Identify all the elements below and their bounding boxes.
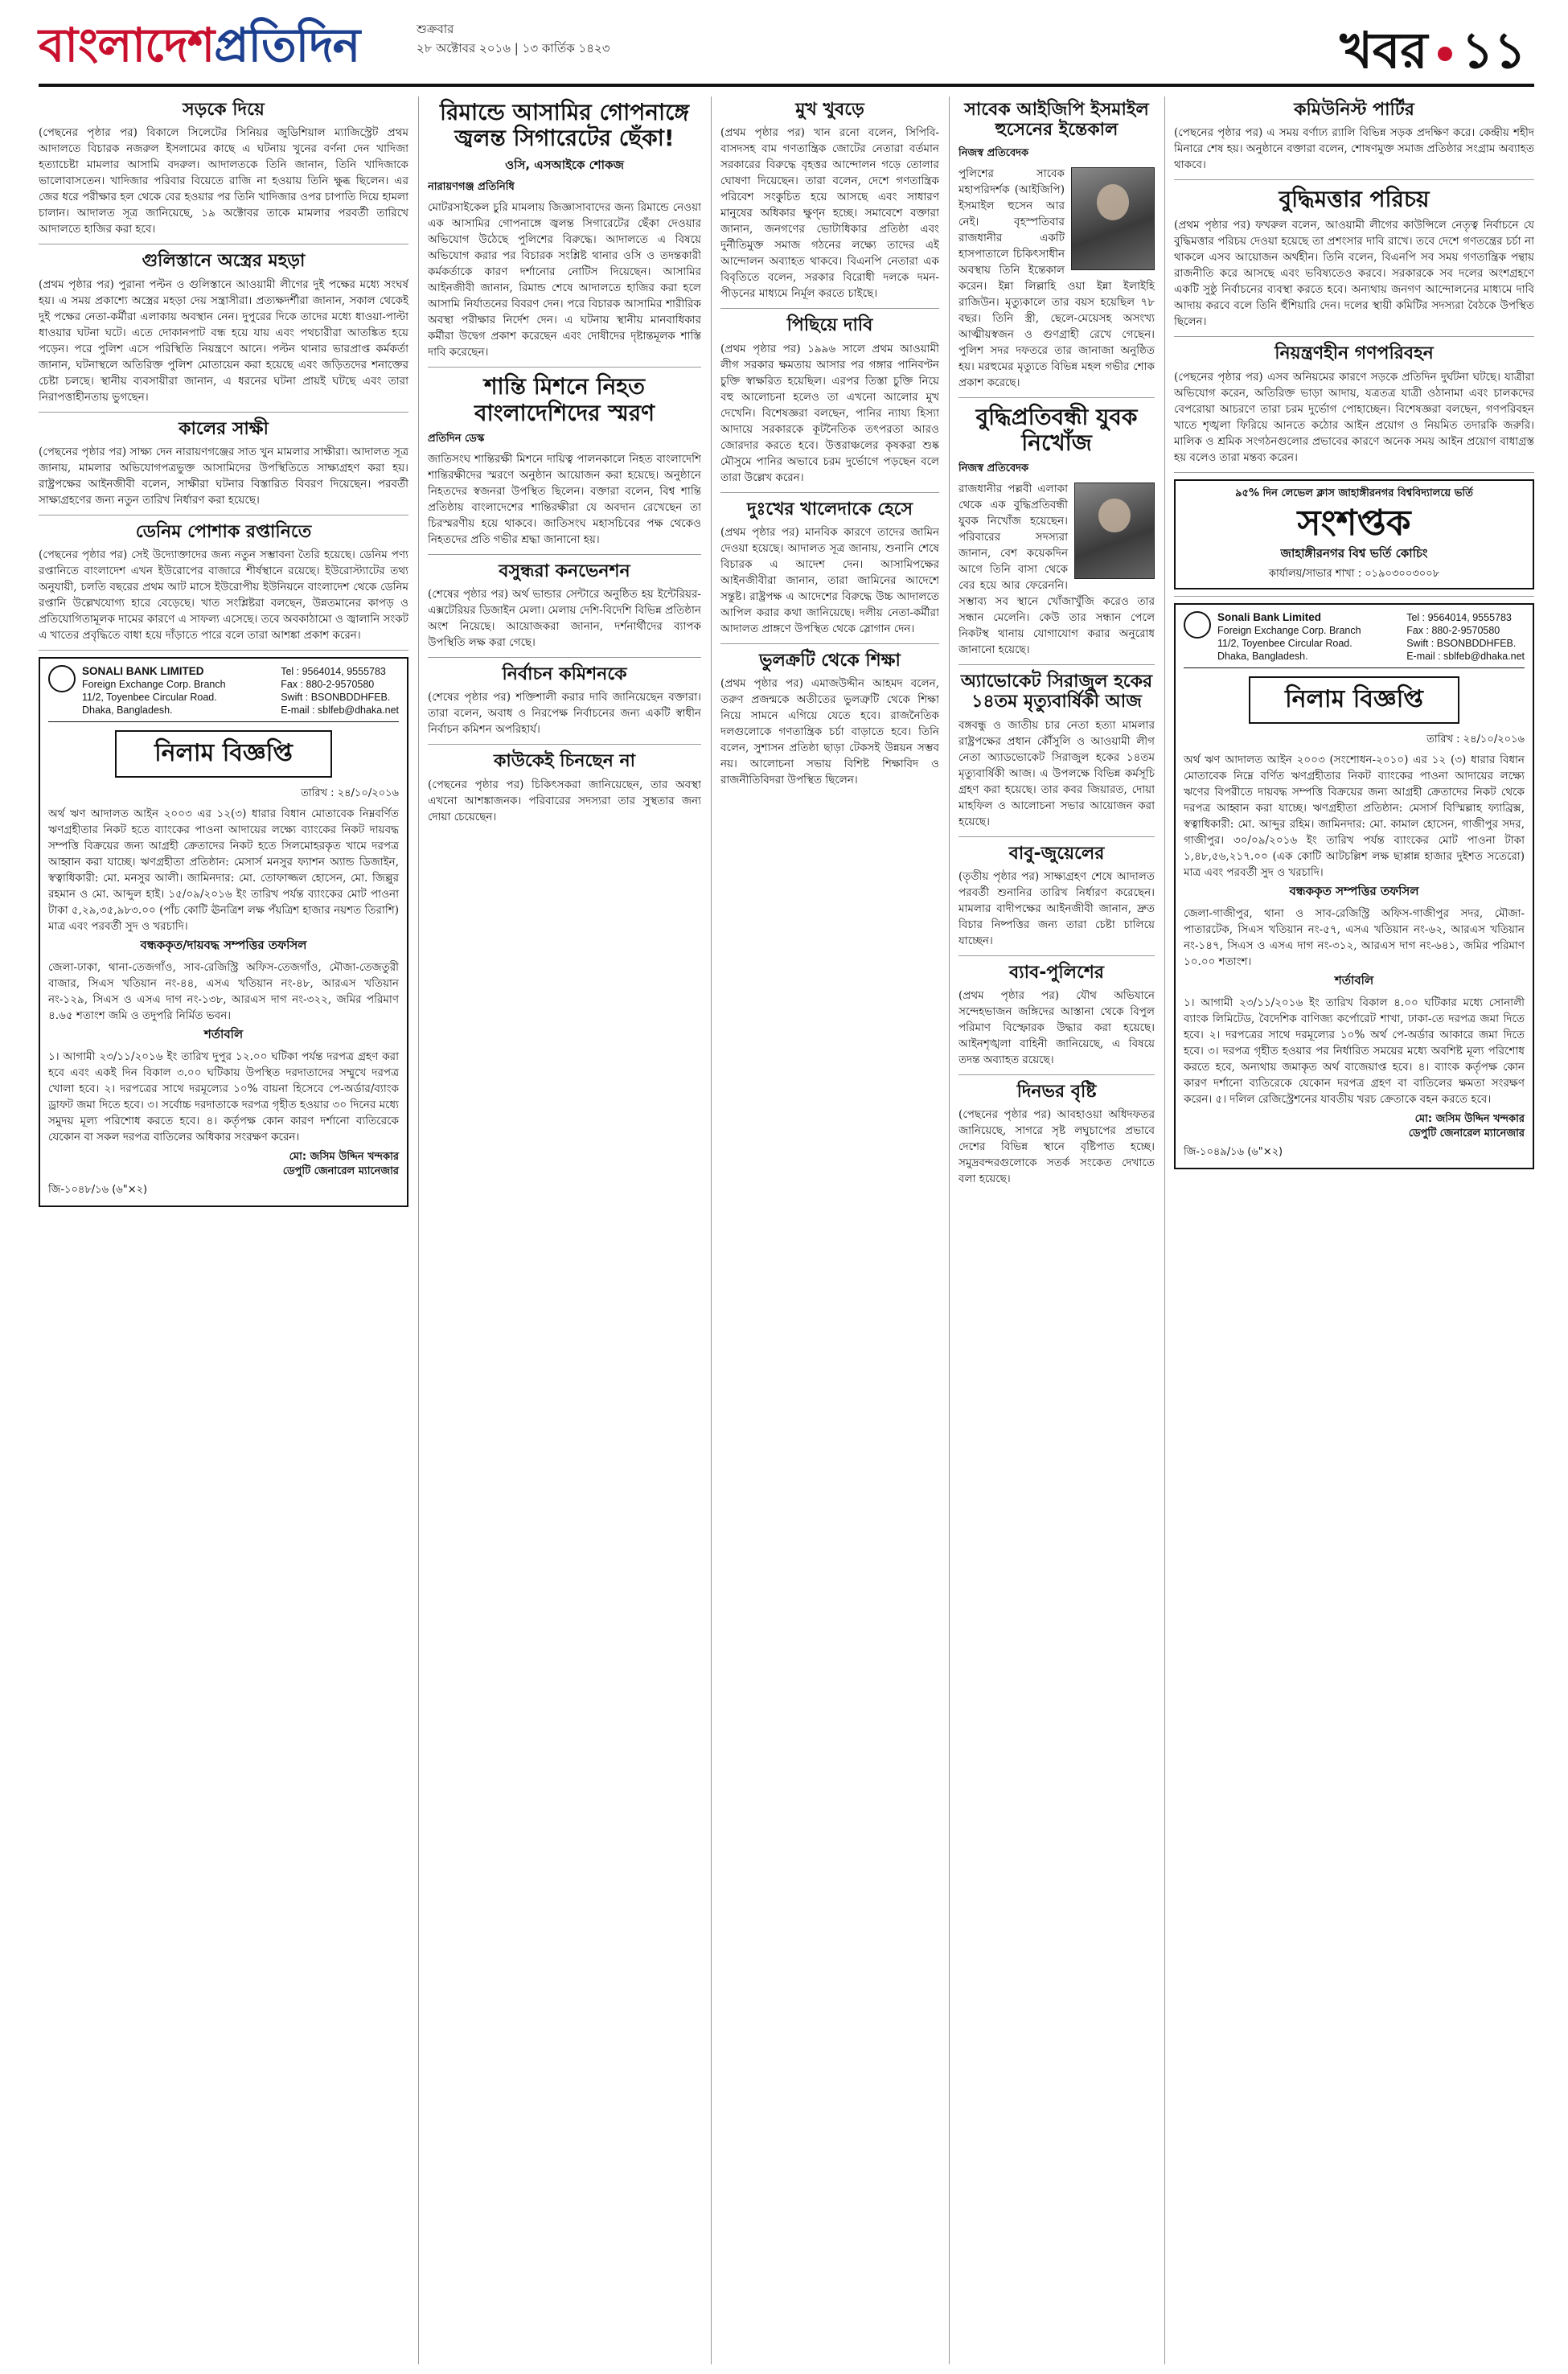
article-body: (প্রথম পৃষ্ঠার পর) পুরানা পল্টন ও গুলিস্তানে আওয়ামী লীগের দুই পক্ষের মধ্যে সংঘর্ষ হয়। এ সময় প্রকাশ্যে অস্ত্রের মহড়া দেয় সন্ত্রাসীরা। প্রত্যক্ষদর্শীরা জানান, সকাল থেকেই দুই পক্ষের নেতা-কর্মীরা এলাকায় অবস্থান নেন। দুপুরের দিকে তাদের মধ্যে ধাওয়া-পাল্টা ধাওয়ার ঘটনা ঘটে। এতে দোকানপাট বন্ধ হয়ে যায় এবং পথচারীরা আতঙ্কিত হয়ে পড়েন। পরে পুলিশ এসে পরিস্থিতি নিয়ন্ত্রণে আনে। পল্টন থানার ভারপ্রাপ্ত কর্মকর্তা জানান, ঘটনাস্থলে অতিরিক্ত পুলিশ মোতায়েন করা হয়েছে এবং জড়িতদের শনাক্তের চেষ্টা চলছে। স্থানীয় ব্যবসায়ীরা জানান, এ ধরনের ঘটনা প্রায়ই ঘটছে এবং তারা নিরাপত্তাহীনতায় ভুগছেন। [39, 277, 408, 404]
article-byline: প্রতিদিন ডেস্ক [428, 432, 485, 445]
article-body: (পেছনের পৃষ্ঠার পর) এ সময় বর্ণাঢ্য র‍্যালি বিভিন্ন সড়ক প্রদক্ষিণ করে। কেন্দ্রীয় শহীদ মিনারে শেষ হয়। অনুষ্ঠানে বক্তারা বলেন, শোষণমুক্ত সমাজ প্রতিষ্ঠার সংগ্রাম অব্যাহত থাকবে। [1174, 126, 1534, 172]
portrait-photo [1071, 167, 1155, 270]
article-body: (পেছনের পৃষ্ঠার পর) বিকালে সিলেটের সিনিয়র জুডিশিয়াল ম্যাজিস্ট্রেট প্রথম আদালতে বিচারক নজরুল ইসলামের কাছে এ ঘটনায় খুনের বর্ণনা দেন খাদিজা হত্যাচেষ্টা মামলার আসামি বদরুল। আদালতকে তিনি জানান, তিনি খাদিজাকে ভালোবাসতেন। খাদিজার পরিবার বিয়েতে রাজি না হওয়ায় তিনি ক্ষুব্ধ ছিলেন। এর জের ধরে পরীক্ষার হল থেকে বের হওয়ার পর তিনি খাদিজার ওপর চাপাতি দিয়ে হামলা চালান। আদালত সূত্র জানিয়েছে, ১৯ অক্টোবর তাকে মামলার পরবর্তী তারিখে আদালতে হাজির করা হবে। [39, 126, 408, 236]
article-headline: শান্তি মিশনে নিহত বাংলাদেশিদের স্মরণ [474, 373, 655, 426]
masthead [39, 8, 1534, 80]
article-headline: গুলিস্তানে অস্ত্রের মহড়া [142, 251, 306, 272]
article-body: (পেছনের পৃষ্ঠার পর) চিকিৎসকরা জানিয়েছেন, তার অবস্থা এখনো আশঙ্কাজনক। পরিবারের সদস্যরা তার সুস্থতার জন্য দোয়া চেয়েছেন। [428, 778, 701, 824]
bullet-dot-icon [1438, 47, 1452, 61]
article-body: (পেছনের পৃষ্ঠার পর) সাক্ষ্য দেন নারায়ণগঞ্জের সাত খুন মামলার সাক্ষীরা। আদালত সূত্র জানায়, মামলার অভিযোগপত্রভুক্ত আসামিদের উপস্থিতিতে সাক্ষ্যগ্রহণ করা হয়। রাষ্ট্রপক্ষের আইনজীবী বলেন, সাক্ষীরা ঘটনার বিস্তারিত বিবরণ দিয়েছেন। পরবর্তী সাক্ষ্যগ্রহণের জন্য নতুন তারিখ নির্ধারণ করা হয়েছে। [39, 445, 408, 507]
bank-swift: Swift : BSONBDDHFEB. [1406, 637, 1517, 649]
article-headline: সড়কে দিয়ে [183, 100, 265, 120]
bank-address: 11/2, Toyenbee Circular Road. [1217, 637, 1353, 649]
notice-code: জি-১০৪৮/১৬ (৬"×২) [48, 1184, 148, 1197]
masthead-rule [39, 84, 1534, 87]
dateline-date: ২৮ অক্টোবর ২০১৬ | ১৩ কার্তিক ১৪২৩ [417, 41, 610, 55]
article-body: (পেছনের পৃষ্ঠার পর) এসব অনিয়মের কারণে সড়কে প্রতিদিন দুর্ঘটনা ঘটছে। যাত্রীরা অভিযোগ করেন, অতিরিক্ত ভাড়া আদায়, যত্রতত্র যাত্রী ওঠানামা এবং চালকদের বেপরোয়া আচরণে তারা চরম দুর্ভোগ পোহাচ্ছেন। বিশেষজ্ঞরা বলছেন, গণপরিবহন খাতে শৃঙ্খলা ফিরিয়ে আনতে কঠোর আইন প্রয়োগ ও নিয়মিত তদারকি জরুরি। মালিক ও শ্রমিক সংগঠনগুলোর প্রভাবের কারণে অনেক সময় আইন প্রয়োগ বাধাগ্রস্ত হয় বলেও তারা মন্তব্য করেন। [1174, 370, 1534, 464]
article-body: (প্রথম পৃষ্ঠার পর) ফখরুল বলেন, আওয়ামী লীগের কাউন্সিলে নেতৃত্ব নির্বাচনে যে বুদ্ধিমত্তার পরিচয় দেওয়া হয়েছে তা প্রশংসার দাবি রাখে। তবে দেশে গণতন্ত্রের চর্চা না থাকলে এসব আয়োজন অর্থহীন। তিনি বলেন, বিএনপি সব সময় গণতান্ত্রিক পন্থায় রাজনীতি করে আসছে এবং ভবিষ্যতেও করবে। সরকারকে সব দলের অংশগ্রহণে একটি সুষ্ঠু নির্বাচনের ব্যবস্থা করতে হবে। অন্যথায় জনগণ আন্দোলনের মাধ্যমে দাবি আদায় করবে বলে তিনি হুঁশিয়ারি দেন। দলের স্থায়ী কমিটির সদস্যরা বৈঠকে উপস্থিত ছিলেন। [1174, 219, 1534, 329]
bank-logo-icon [1184, 611, 1211, 639]
article-headline: বুদ্ধিমত্তার পরিচয় [1279, 186, 1430, 213]
dateline-day: শুক্রবার [417, 22, 454, 36]
column-4 [958, 97, 1155, 2366]
property-schedule: জেলা-গাজীপুর, থানা ও সাব-রেজিস্ট্রি অফিস-গাজীপুর সদর, মৌজা-পাতারটেক, সিএস খতিয়ান নং-৫৭, এসএ খতিয়ান নং-৬২, আরএস খতিয়ান নং-১৪৭, সিএস ও এসএ দাগ নং-৩১২, আরএস দাগ নং-৬৪১, জমির পরিমাণ ১০.০০ শতাংশ। [1184, 906, 1525, 968]
bank-logo-icon [48, 665, 76, 692]
dateline [417, 19, 610, 58]
article-body: (প্রথম পৃষ্ঠার পর) এমাজউদ্দীন আহমদ বলেন, তরুণ প্রজন্মকে অতীতের ভুলত্রুটি থেকে শিক্ষা নিয়ে সামনে এগিয়ে যেতে হবে। রাজনৈতিক দলগুলোকে গণতান্ত্রিক চর্চা বাড়াতে হবে। তিনি বলেন, সুশাসন প্রতিষ্ঠা ছাড়া টেকসই উন্নয়ন সম্ভব নয়। আলোচনা সভায় বিশিষ্ট শিক্ষাবিদ ও রাজনীতিবিদরা উপস্থিত ছিলেন। [720, 677, 939, 787]
column-divider [711, 97, 712, 2364]
column-divider [1164, 97, 1165, 2364]
article-body: (পেছনের পৃষ্ঠার পর) সেই উদ্যোক্তাদের জন্য নতুন সম্ভাবনা তৈরি হয়েছে। ডেনিম পণ্য রপ্তানিতে বাংলাদেশ এখন ইউরোপের বাজারে শীর্ষস্থানে রয়েছে। ইউরোস্ট্যাটের তথ্য অনুযায়ী, চলতি বছরের প্রথম আট মাসে ইউরোপীয় ইউনিয়নে বাংলাদেশ থেকে ডেনিম রপ্তানি উল্লেখযোগ্য হারে বেড়েছে। খাত সংশ্লিষ্টরা বলছেন, উন্নতমানের কাপড় ও প্রতিযোগিতামূলক দামের কারণে এ সাফল্য এসেছে। তবে অবকাঠামো ও জ্বালানি সংকট এ খাতের প্রবৃদ্ধিতে বাধা হয়ে দাঁড়াতে পারে বলে তারা আশঙ্কা প্রকাশ করেন। [39, 548, 408, 643]
column-divider [418, 97, 419, 2364]
article-body: (তৃতীয় পৃষ্ঠার পর) সাক্ষ্যগ্রহণ শেষে আদালত পরবর্তী শুনানির তারিখ নির্ধারণ করেছেন। মামলার বাদীপক্ষের আইনজীবী জানান, দ্রুত বিচার নিষ্পত্তির জন্য তারা চেষ্টা চালিয়ে যাচ্ছেন। [958, 869, 1155, 947]
notice-signer: মো: জসিম উদ্দিন খন্দকার [289, 1151, 399, 1164]
article-headline: বসুন্ধরা কনভেনশন [499, 561, 630, 581]
notice-title: নিলাম বিজ্ঞপ্তি [1249, 676, 1460, 724]
article-body: (শেষের পৃষ্ঠার পর) অর্থ ভান্ডার সেন্টারে অনুষ্ঠিত হয় ইন্টেরিয়র-এক্সটেরিয়র ডিজাইন মেলা। মেলায় দেশি-বিদেশি বিভিন্ন প্রতিষ্ঠান অংশ নিয়েছে। আয়োজকরা জানান, দর্শনার্থীদের ব্যাপক উপস্থিতি লক্ষ করা গেছে। [428, 588, 701, 650]
conditions-title: শর্তাবলি [203, 1027, 244, 1042]
article-body: মোটরসাইকেল চুরি মামলায় জিজ্ঞাসাবাদের জন্য রিমান্ডে নেওয়া এক আসামির গোপনাঙ্গে জ্বলন্ত সিগারেটের ছেঁকা দেওয়ার অভিযোগ উঠেছে পুলিশের বিরুদ্ধে। আদালতে এ বিষয়ে অভিযোগ করার পর বিচারক সংশ্লিষ্ট থানার ওসি ও তদন্তকারী কর্মকর্তাকে কারণ দর্শানোর নোটিস দিয়েছেন। আসামির আইনজীবী জানান, রিমান্ড শেষে আদালতে হাজির করা হলে আসামি নির্যাতনের বিবরণ দেন। পরে বিচারক আসামির শারীরিক অবস্থা পরীক্ষার নির্দেশ দেন। এ ঘটনায় স্থানীয় মানবাধিকার কর্মীরা উদ্বেগ প্রকাশ করেছেন এবং দোষীদের দৃষ্টান্তমূলক শাস্তি দাবি করেছেন। [428, 201, 701, 359]
article-body: (প্রথম পৃষ্ঠার পর) যৌথ অভিযানে সন্দেহভাজন জঙ্গিদের আস্তানা থেকে বিপুল পরিমাণ বিস্ফোরক উদ্ধার করা হয়েছে। আইনশৃঙ্খলা বাহিনী জানিয়েছে, এ বিষয়ে তদন্ত অব্যাহত রয়েছে। [958, 989, 1155, 1067]
article-headline: ডেনিম পোশাক রপ্তানিতে [135, 521, 312, 542]
article-byline: নিজস্ব প্রতিবেদক [958, 146, 1029, 159]
article-body: (প্রথম পৃষ্ঠার পর) মানবিক কারণে তাদের জামিন দেওয়া হয়েছে। আদালত সূত্র জানায়, শুনানি শেষে বিচারক এ আদেশ দেন। আসামিপক্ষের আইনজীবীরা জানান, তারা জামিনের আদেশে সন্তুষ্ট। রাষ্ট্রপক্ষ এ আদেশের বিরুদ্ধে উচ্চ আদালতে আপিল করার কথা জানিয়েছে। দলীয় নেতা-কর্মীরা আদালত প্রাঙ্গণে উপস্থিত থেকে স্লোগান দেন। [720, 525, 939, 635]
bank-tel: Tel : 9564014, 9555783 [1406, 611, 1512, 623]
article-byline: নারায়ণগঞ্জ প্রতিনিধি [428, 181, 515, 194]
notice-signer: মো: জসিম উদ্দিন খন্দকার [1414, 1112, 1525, 1125]
article-headline: দুঃখের খালেদাকে হেসে [746, 499, 913, 520]
conditions-body: ১। আগামী ২৩/১১/২০১৬ ইং তারিখ বিকাল ৪.০০ ঘটিকার মধ্যে সোনালী ব্যাংক লিমিটেড, বৈদেশিক বাণিজ্য কর্পোরেট শাখা, ঢাকা-তে দরপত্র জমা দিতে হবে। ২। দরপত্রের সাথে দরমূল্যের ১০% অর্থ পে-অর্ডার আকারে জমা দিতে হবে। ৩। দরপত্র গৃহীত হওয়ার পর নির্ধারিত সময়ের মধ্যে অবশিষ্ট মূল্য পরিশোধ করতে হবে, অন্যথায় জমাকৃত অর্থ বাজেয়াপ্ত হবে। ৪। ব্যাংক কর্তৃপক্ষ কোন কারণ দর্শানো ব্যতিরেকে যেকোন দরপত্র গ্রহণ বা বাতিলের ক্ষমতা সংরক্ষণ করেন। ৫। দলিল রেজিস্ট্রেশনের যাবতীয় খরচ ক্রেতাকে বহন করতে হবে। [1184, 996, 1525, 1106]
notice-body: অর্থ ঋণ আদালত আইন ২০০৩ এর ১২(৩) ধারার বিধান মোতাবেক নিম্নবর্ণিত ঋণগ্রহীতার নিকট হতে ব্যাংকের পাওনা আদায়ের লক্ষ্যে ব্যাংকের নিকট দায়বদ্ধ সম্পত্তি বিক্রয়ের জন্য আগ্রহী ক্রেতাদের নিকট হতে সিলমোহরকৃত খামে দরপত্র আহ্বান করা যাচ্ছে। ঋণগ্রহীতা প্রতিষ্ঠান: মেসার্স মনসুর ফ্যাশন অ্যান্ড ডিজাইন, স্বত্বাধিকারী: মো. মনসুর আলী। জামিনদার: মো. তোফাজ্জল হোসেন, মো. জিল্লুর রহমান ও মো. আব্দুল হাই। ১৫/০৯/২০১৬ ইং তারিখ পর্যন্ত ব্যাংকের মোট পাওনা টাকা ৫,২৯,৩৫,৯৮৩.০০ (পাঁচ কোটি ঊনত্রিশ লক্ষ পঁয়ত্রিশ হাজার নয়শত তিরাশি) মাত্র এবং পরবর্তী সুদ ও খরচাদি। [48, 807, 399, 934]
article-headline: সাবেক আইজিপি ইসমাইল হুসেনের ইন্তেকাল [964, 100, 1149, 141]
article-headline: নিয়ন্ত্রণহীন গণপরিবহন [1275, 343, 1434, 364]
article-headline: ব্যাব-পুলিশের [1009, 962, 1104, 983]
notice-date: তারিখ : ২৪/১০/২০১৬ [1426, 733, 1525, 745]
article-headline: বুদ্ধিপ্রতিবন্ধী যুবক নিখোঁজ [975, 403, 1138, 456]
bank-city: Dhaka, Bangladesh. [82, 704, 173, 717]
bank-branch: Foreign Exchange Corp. Branch [1217, 624, 1361, 636]
section-name: খবর [1340, 21, 1428, 80]
bank-header [1184, 611, 1525, 668]
portrait-photo [1074, 483, 1155, 579]
column-divider [949, 97, 950, 2364]
auction-notice-left [39, 657, 408, 1207]
article-headline: পিছিয়ে দাবি [786, 315, 873, 336]
bank-tel: Tel : 9564014, 9555783 [281, 666, 386, 678]
bank-address: 11/2, Toyenbee Circular Road. [82, 692, 217, 704]
article-subheadline: ওসি, এসআইকে শোকজ [505, 158, 624, 173]
conditions-title: শর্তাবলি [1334, 972, 1374, 988]
article-headline: কাউকেই চিনছেন না [493, 751, 635, 772]
property-schedule: জেলা-ঢাকা, থানা-তেজগাঁও, সাব-রেজিস্ট্রি অফিস-তেজগাঁও, মৌজা-তেজতুরী বাজার, সিএস খতিয়ান নং-৪৪, এসএ খতিয়ান নং-৪৮, আরএস খতিয়ান নং-১২৯, সিএস ও এসএ দাগ নং-১৩৮, আরএস দাগ নং-৩২২, জমির পরিমাণ ৪.৬৫ শতাংশ জমি ও তদুপরি নির্মিত ভবন। [48, 961, 399, 1023]
bank-city: Dhaka, Bangladesh. [1217, 650, 1308, 662]
bank-swift: Swift : BSONBDDHFEB. [281, 692, 391, 704]
notice-signer-title: ডেপুটি জেনারেল ম্যানেজার [282, 1165, 399, 1178]
notice-date: তারিখ : ২৪/১০/২০১৬ [301, 787, 399, 800]
column-5 [1174, 97, 1534, 2366]
article-body: বঙ্গবন্ধু ও জাতীয় চার নেতা হত্যা মামলার রাষ্ট্রপক্ষের প্রধান কৌঁসুলি ও আওয়ামী লীগ নেতা অ্যাডভোকেট সিরাজুল হকের ১৪তম মৃত্যুবার্ষিকী আজ। এ উপলক্ষে বিভিন্ন কর্মসূচি গ্রহণ করা হয়েছে। তার কবর জিয়ারত, দোয়া মাহফিল ও আলোচনা সভার আয়োজন করা হয়েছে। [958, 718, 1155, 828]
bank-name: Sonali Bank Limited [1217, 610, 1322, 623]
article-body: পুলিশের সাবেক মহাপরিদর্শক (আইজিপি) ইসমাইল হুসেন আর নেই। বৃহস্পতিবার রাজধানীর একটি হাসপাতালে চিকিৎসাধীন অবস্থায় তিনি ইন্তেকাল করেন। ইন্না লিল্লাহি ওয়া ইন্না ইলাইহি রাজিউন। মৃত্যুকালে তার বয়স হয়েছিল ৭৮ বছর। তিনি স্ত্রী, ছেলে-মেয়েসহ অসংখ্য আত্মীয়স্বজন ও গুণগ্রাহী রেখে গেছেন। পুলিশ সদর দফতরে তার জানাজা অনুষ্ঠিত হয়। মরহুমের মৃত্যুতে বিভিন্ন মহল গভীর শোক প্রকাশ করেছে। [958, 166, 1155, 389]
page-number: ১১ [1461, 21, 1526, 80]
notice-code: জি-১০৪৯/১৬ (৬"×২) [1184, 1145, 1283, 1158]
article-byline: নিজস্ব প্রতিবেদক [958, 462, 1029, 474]
article-body: (শেষের পৃষ্ঠার পর) শক্তিশালী করার দাবি জানিয়েছেন বক্তারা। তারা বলেন, অবাধ ও নিরপেক্ষ নির্বাচনের জন্য একটি স্বাধীন নির্বাচন কমিশন অপরিহার্য। [428, 691, 701, 737]
article-headline: মুখ খুবড়ে [795, 100, 864, 120]
auction-notice-right [1174, 603, 1534, 1169]
column-2 [428, 97, 701, 2366]
logo-text-part1: বাংলাদেশ [39, 18, 215, 72]
article-body: (পেছনের পৃষ্ঠার পর) আবহাওয়া অধিদফতর জানিয়েছে, সাগরে সৃষ্ট লঘুচাপের প্রভাবে দেশের বিভিন্ন স্থানে বৃষ্টিপাত হচ্ছে। সমুদ্রবন্দরগুলোকে সতর্ক সংকেত দেখাতে বলা হয়েছে। [958, 1108, 1155, 1186]
coaching-advertisement [1174, 479, 1534, 589]
article-body: (প্রথম পৃষ্ঠার পর) ১৯৯৬ সালে প্রথম আওয়ামী লীগ সরকার ক্ষমতায় আসার পর গঙ্গার পানিবণ্টন চুক্তি স্বাক্ষরিত হয়েছিল। এরপর তিস্তা চুক্তি নিয়ে বহু আলোচনা হলেও তা এখনো আলোর মুখ দেখেনি। বিশেষজ্ঞরা বলছেন, পানির ন্যায্য হিস্যা আদায়ে সরকারকে কূটনৈতিক তৎপরতা আরও জোরদার করতে হবে। উত্তরাঞ্চলের কৃষকরা শুষ্ক মৌসুমে পানির অভাবে চরম দুর্ভোগে পড়ছেন বলে তারা উল্লেখ করেন। [720, 342, 939, 484]
article-headline: নির্বাচন কমিশনকে [502, 664, 627, 685]
notice-body: অর্থ ঋণ আদালত আইন ২০০৩ (সংশোধন-২০১০) এর ১২ (৩) ধারার বিধান মোতাবেক নিম্নে বর্ণিত ঋণগ্রহীতার নিকট ব্যাংকের পাওনা আদায়ের লক্ষ্যে ঋণের বিপরীতে দায়বদ্ধ সম্পত্তি বিক্রয়ের জন্য আগ্রহী ক্রেতাদের নিকট থেকে দরপত্র আহ্বান করা যাচ্ছে। ঋণগ্রহীতা প্রতিষ্ঠান: মেসার্স বিস্মিল্লাহ ফ্যাব্রিক্স, স্বত্বাধিকারী: মো. আব্দুর রহিম। জামিনদার: মো. কামাল হোসেন, গাজীপুর সদর, গাজীপুর। ৩০/০৯/২০১৬ ইং তারিখ পর্যন্ত ব্যাংকের মোট পাওনা টাকা ১,৪৮,৫৬,২১৭.০০ (এক কোটি আটচল্লিশ লক্ষ ছাপ্পান্ন হাজার দুইশত সতেরো) মাত্র এবং পরবর্তী সুদ ও খরচাদি। [1184, 753, 1525, 879]
bank-name: SONALI BANK LIMITED [82, 665, 204, 678]
conditions-body: ১। আগামী ২৩/১১/২০১৬ ইং তারিখ দুপুর ১২.০০ ঘটিকা পর্যন্ত দরপত্র গ্রহণ করা হবে এবং একই দিন বিকাল ৩.০০ ঘটিকায় উপস্থিত দরদাতাদের সম্মুখে দরপত্র খোলা হবে। ২। দরপত্রের সাথে দরমূল্যের ১০% বায়না হিসেবে পে-অর্ডার/ব্যাংক ড্রাফট জমা দিতে হবে। ৩। সর্বোচ্চ দরদাতাকে দরপত্র গৃহীত হওয়ার ৩০ দিনের মধ্যে সমুদয় মূল্য পরিশোধ করতে হবে। ৪। কর্তৃপক্ষ কোন কারণ দর্শানো ব্যতিরেকে যেকোন বা সকল দরপত্র বাতিলের অধিকার সংরক্ষণ করেন। [48, 1050, 399, 1144]
ad-tagline: ৯৫% দিন লেভেল ক্লাস জাহাঙ্গীরনগর বিশ্ববিদ্যালয়ে ভর্তি [1235, 487, 1473, 499]
column-1 [39, 97, 408, 2366]
logo-text-part2: প্রতিদিন [214, 18, 360, 72]
article-headline: কমিউনিস্ট পার্টির [1294, 100, 1414, 120]
article-body: জাতিসংঘ শান্তিরক্ষী মিশনে দায়িত্ব পালনকালে নিহত বাংলাদেশি শান্তিরক্ষীদের স্মরণে অনুষ্ঠান আয়োজন করা হয়েছে। অনুষ্ঠানে নিহতদের স্বজনরা উপস্থিত ছিলেন। বক্তারা বলেন, বিশ্ব শান্তি প্রতিষ্ঠায় বাংলাদেশের শান্তিরক্ষীরা যে অবদান রেখেছেন তা চিরস্মরণীয় হয়ে থাকবে। জাতিসংঘ মহাসচিবের পক্ষ থেকেও নিহতদের প্রতি গভীর শ্রদ্ধা জানানো হয়। [428, 452, 701, 546]
ad-subtitle: জাহাঙ্গীরনগর বিশ্ব ভর্তি কোচিং [1280, 545, 1428, 561]
property-schedule-title: বন্ধককৃত সম্পত্তির তফসিল [1289, 883, 1419, 898]
article-headline: ভুলক্রটি থেকে শিক্ষা [759, 650, 901, 671]
article-body: (প্রথম পৃষ্ঠার পর) খান রনো বলেন, সিপিবি-বাসদসহ বাম গণতান্ত্রিক জোটের নেতারা বর্তমান সরকারের বিরুদ্ধে বৃহত্তর আন্দোলন গড়ে তোলার ঘোষণা দিয়েছেন। তারা বলেন, দেশে গণতান্ত্রিক পরিবেশ সংকুচিত হয়ে আসছে এবং সাধারণ মানুষের অধিকার ক্ষুণ্ন হচ্ছে। সমাবেশে বক্তারা জানান, জনগণের ভোটাধিকার প্রতিষ্ঠা এবং দুর্নীতিমুক্ত সমাজ গঠনের লক্ষ্যে তাদের এই আন্দোলন অব্যাহত থাকবে। বিএনপি নেতারা এক বিবৃতিতে বলেন, সরকার বিরোধী দলকে দমন-পীড়নের মাধ্যমে নির্মূল করতে চাইছে। [720, 126, 939, 301]
newspaper-logo [39, 10, 359, 88]
article-headline: দিনভর বৃষ্টি [1016, 1082, 1097, 1103]
bank-fax: Fax : 880-2-9570580 [281, 679, 375, 691]
article-headline: বাবু-জুয়েলের [1008, 843, 1105, 864]
ad-brand-name: সংশপ্তক [1297, 502, 1411, 544]
article-headline: কালের সাক্ষী [179, 418, 269, 439]
bank-fax: Fax : 880-2-9570580 [1406, 624, 1500, 636]
notice-signer-title: ডেপুটি জেনারেল ম্যানেজার [1408, 1127, 1525, 1140]
article-headline: রিমান্ডে আসামির গোপনাঙ্গে জ্বলন্ত সিগারেটের ছেঁকা! [440, 99, 689, 152]
article-body: রাজধানীর পল্লবী এলাকা থেকে এক বুদ্ধিপ্রতিবন্ধী যুবক নিখোঁজ হয়েছেন। পরিবারের সদস্যরা জানান, বেশ কয়েকদিন আগে তিনি বাসা থেকে বের হয়ে আর ফেরেননি। সম্ভাব্য সব স্থানে খোঁজাখুঁজি করেও তার সন্ধান মেলেনি। কেউ তার সন্ধান পেলে নিকটস্থ থানায় যোগাযোগ করার অনুরোধ জানানো হয়েছে। [958, 482, 1155, 656]
property-schedule-title: বন্ধককৃত/দায়বদ্ধ সম্পত্তির তফসিল [140, 938, 307, 953]
article-headline: অ্যাভোকেট সিরাজুল হকের ১৪তম মৃত্যুবার্ষিকী আজ [960, 671, 1153, 713]
column-3 [720, 97, 939, 2366]
ad-phone: কার্যালয়/সাভার শাখা : ০১৯০৩০০৩০০৮ [1268, 567, 1440, 580]
bank-email: E-mail : sblfeb@dhaka.net [1406, 650, 1525, 662]
bank-email: E-mail : sblfeb@dhaka.net [281, 704, 399, 717]
notice-title: নিলাম বিজ্ঞপ্তি [115, 730, 332, 778]
bank-branch: Foreign Exchange Corp. Branch [82, 679, 226, 691]
bank-header [48, 665, 399, 722]
